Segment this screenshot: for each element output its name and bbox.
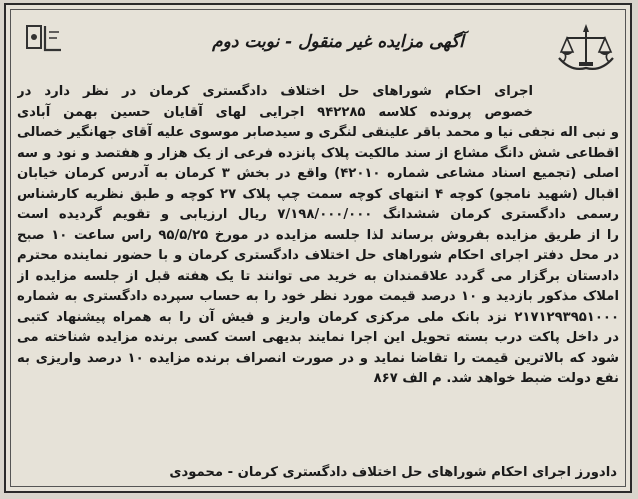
auction-notice [4,3,632,493]
body-line: اجرای احکام شوراهای حل اختلاف دادگستری کرمان در نظر دارد در [17,84,533,99]
body-line: و نبی اله نجفی نیا و محمد باقر علینقی لنگری و سیدصابر موسوی علیه آقای جهانگیر خصالی [17,125,619,140]
body-line: را از طریق مزایده بفروش برساند لذا جلسه مزایده در مورخ ۹۵/۵/۲۵ راس ساعت ۱۰ صبح [17,227,619,243]
notice-inner-frame [10,9,626,487]
body-line: دادستان برگزار می گردد علاقمندان به خرید می توانند تا یک هفته قبل از جلسه مزایده از [17,268,619,284]
body-line: رسمی دادگستری کرمان ششدانگ ۷/۱۹۸/۰۰۰/۰۰۰ ریال ارزیابی و تقویم گردیده است [17,207,619,222]
body-line: خصوص پرونده کلاسه ۹۴۲۲۸۵ اجرایی لهای آقایان حسین بهمن آبادی [17,104,533,120]
judiciary-emblem-icon [553,18,619,74]
body-line: شود که بالاترین قیمت را تقاضا نماید و در صورت انصراف برنده مزایده ۱۰ درصد واریزی به [17,350,619,366]
body-line: در محل دفتر اجرای احکام شوراهای حل اختلاف دادگستری کرمان و با حضور نماینده محترم [17,248,619,263]
notice-header [11,10,625,76]
notice-signature: دادورز اجرای احکام شوراهای حل اختلاف دادگستری کرمان - محمودی [169,465,617,480]
notice-body [17,82,619,390]
corner-logo-icon [23,20,67,60]
body-line: اصلی (تجمیع اسناد مشاعی شماره ۴۲۰۱۰) واقع در بخش ۳ کرمان به آدرس کرمان خیابان [17,166,619,181]
body-line: در داخل پاکت درب بسته تحویل این اجرا نمایند بدیهی است کسی برنده مزایده شناخته می [17,330,619,345]
body-line: اقطاعی شش دانگ مشاع از سند مالکیت پلاک پانزده فرعی از یک هزار و هفتصد و نود و سه [17,145,619,161]
body-line: نفع دولت ضبط خواهد شد. م الف ۸۶۷ [373,371,619,386]
body-line: ۲۱۷۱۲۹۳۹۵۱۰۰۰ نزد بانک ملی مرکزی کرمان واریز و فیش آن را به همراه پیشنهاد کتبی [17,309,619,325]
body-line: اقبال (شهید نامجو) کوچه ۴ انتهای کوچه سمت چپ پلاک ۲۷ کوچه و طبق نظریه کارشناس [17,186,619,202]
body-line: املاک مذکور بازدید و ۱۰ درصد قیمت مورد نظر خود را به حساب سپرده دادگستری به شماره [17,289,619,304]
notice-title: آگهی مزایده غیر منقول - نوبت دوم [212,32,464,52]
